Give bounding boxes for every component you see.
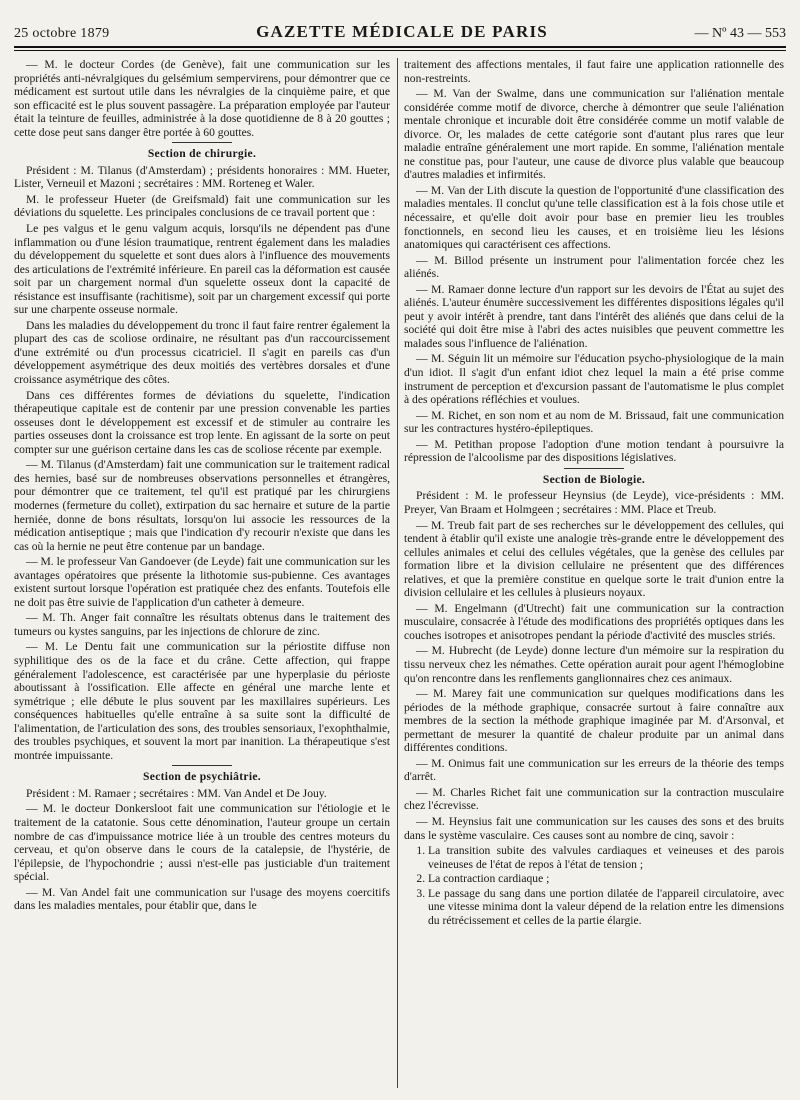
header-rule-thick (14, 46, 786, 48)
paragraph: M. le professeur Hueter (de Greifsmald) fait une communication sur les déviations du squelette. Les principales conclusions de ce travail portent que : (14, 192, 390, 220)
issue-date: 25 octobre 1879 (14, 26, 110, 41)
paragraph: — M. Treub fait part de ses recherches sur le développement des cellules, qui tendent à établir qu'il existe une analogie très-grande entre le développement des cellules animales et celui des cellules végétales, que la genèse des cellules par formation libre et la division cellulaire ne présentent que des différences relatives, et que la première constitue en quelque sorte le trait d'union entre la division cellulaire et les cellules à plusieurs noyaux. (404, 518, 784, 600)
paragraph: — M. Petithan propose l'adoption d'une motion tendant à poursuivre la répression de l'alcoolisme par des dispositions législatives. (404, 437, 784, 465)
issue-page-number: — Nº 43 — 553 (694, 26, 786, 41)
paragraph: — M. Van Andel fait une communication sur l'usage des moyens coercitifs dans les maladies mentales, pour établir que, dans le (14, 885, 390, 913)
paragraph: — M. Ramaer donne lecture d'un rapport sur les devoirs de l'État au sujet des aliénés. L'auteur énumère successivement les différentes dispositions légales qu'il peut y avoir intérêt à prendre, tant dans l'intérêt des aliénés que dans celui de la société qui doit être mise à l'abri des actes nuisibles que peuvent commettre les malades sous l'influence de l'aliénation. (404, 282, 784, 350)
causes-list (404, 844, 784, 927)
list-item: 2. La contraction cardiaque ; (428, 872, 784, 886)
section-divider (172, 142, 232, 143)
paragraph: Dans les maladies du développement du tronc il faut faire rentrer également la plupart des cas de scoliose ordinaire, ne résultant pas d'un raccourcissement d'une extrémité ou d'un processus cicatriciel. Il s'agit en pareils cas d'un développement asymétrique des deux moitiés des vertèbres dorsales et d'une croissance asymétrique des côtes. (14, 318, 390, 387)
section-divider (172, 765, 232, 766)
paragraph: — M. Heynsius fait une communication sur les causes des sons et des bruits dans le système vasculaire. Ces causes sont au nombre de cinq, savoir : (404, 814, 784, 842)
paragraph: — M. Tilanus (d'Amsterdam) fait une communication sur le traitement radical des hernies, basé sur de nombreuses observations personnelles et étrangères, pour démontrer que ce traitement, tel qu'il est pratiqué par les chirurgiens modernes (fermeture du collet), extirpation du sac hernaire et suture de la partie herniée, donne de bons résultats, lorsqu'on lui associe les ressources de la médication antiseptique ; mais que l'indication d'y recourir n'existe que dans les cas où la hernie ne peut être contenue par un bandage. (14, 458, 390, 553)
paragraph: Président : M. le professeur Heynsius (de Leyde), vice-présidents : MM. Preyer, Van Braam et Holmgeen ; secrétaires : MM. Place et Treub. (404, 489, 784, 516)
paragraph: — M. le docteur Donkersloot fait une communication sur l'étiologie et le traitement de la catatonie. Sous cette dénomination, l'auteur groupe un certain nombre de cas d'impuissance motrice liée à un trouble des centres moteurs du cerveau, et qu'on observe dans le cours de la catalepsie, de l'hystérie, de l'épilepsie, de l'hypochondrie ; aussi n'est-elle pas justiciable d'un traitement spécial. (14, 802, 390, 884)
paragraph: Président : M. Ramaer ; secrétaires : MM. Van Andel et De Jouy. (26, 786, 327, 800)
section-heading-biologie: Section de Biologie. (542, 472, 646, 486)
paragraph: — M. Van der Lith discute la question de l'opportunité d'une classification des maladies mentales. Il conclut qu'une telle classification est à la fois chose utile et nécessaire, et qu'elle doit avoir pour base en premier lieu les troubles fonctionnels, en second lieu les causes, et en troisième lieu les lésions anatomiques qui caractérisent ces affections. (404, 183, 784, 252)
paragraph: — M. Richet, en son nom et au nom de M. Brissaud, fait une communication sur les contractures hystéro-épileptiques. (404, 408, 784, 436)
paragraph: Le pes valgus et le genu valgum acquis, lorsqu'ils ne dépendent pas d'une inflammation ou d'une lésion traumatique, rentrent également dans les maladies du développement du squelette et sont dues alors à l'influence des mouvements des articulations de l'extrémité inférieure. En pareil cas la déformation est causée soit par un chargement normal d'un squelette osseux dont la capacité de résistance est insuffisante (rachitisme), soit par un chargement excessif qui porte sur une charpente osseuse normale. (14, 222, 390, 317)
header-rule-thin (14, 50, 786, 51)
section-heading-chirurgie: Section de chirurgie. (147, 147, 257, 161)
paragraph: — M. le docteur Cordes (de Genève), fait une communication sur les propriétés anti-névralgiques du gelsémium sempervirens, pour démontrer que ce médicament est surtout utile dans les névralgies de la cinquième paire, et que son efficacité est le plus souvent passagère. La préparation employée par l'auteur était la teinture de feuilles, administrée à la dose quotidienne de 8 à 20 gouttes ; cette dose peut sans danger être portée à 60 gouttes. (14, 58, 390, 139)
journal-title: GAZETTE MÉDICALE DE PARIS (256, 22, 548, 41)
paragraph: — M. Engelmann (d'Utrecht) fait une communication sur la contraction musculaire, consacrée à l'étude des modifications des propriétés optiques dans les couches isotropes et anisotropes pendant la période d'activité des muscles striés. (404, 601, 784, 642)
paragraph: — M. Charles Richet fait une communication sur la contraction musculaire chez l'écrevisse. (404, 785, 784, 813)
paragraph: — M. Van der Swalme, dans une communication sur l'aliénation mentale considérée comme motif de divorce, cherche à démontrer que seule l'aliénation mentale chronique et incurable doit être considérée comme un motif valable de divorce. Or, les malades de cette catégorie sont d'autant plus rares que leur maladie entraîne généralement une mort rapide. En somme, l'aliénation mentale ne constitue pas, pour l'auteur, une cause de divorce plus valable que beaucoup d'autres maladies et infirmités. (404, 87, 784, 182)
paragraph: Président : M. Tilanus (d'Amsterdam) ; présidents honoraires : MM. Hueter, Lister, Verneuil et Mazoni ; secrétaires : MM. Rorteneg et Waler. (14, 163, 390, 191)
list-item: 1. La transition subite des valvules cardiaques et veineuses et des parois veineuses de l'état de repos à l'état de tension ; (428, 844, 784, 871)
section-heading-psychiatrie: Section de psychiâtrie. (143, 770, 261, 784)
paragraph: — M. Th. Anger fait connaître les résultats obtenus dans le traitement des tumeurs ou kystes sanguins, par les injections de chlorure de zinc. (14, 611, 390, 638)
column-divider (397, 58, 398, 1088)
paragraph: traitement des affections mentales, il faut faire une application rationnelle des non-restreints. (404, 58, 784, 85)
paragraph: — M. Marey fait une communication sur quelques modifications dans les périodes de la méthode graphique, consacrée surtout à faire connaître aux membres de la section la méthode graphique imaginée par M. d'Arsonval, et permettant de mesurer la quantité de chaleur produite par un animal dans différentes conditions. (404, 687, 784, 755)
left-column (14, 58, 390, 1088)
paragraph: — M. Onimus fait une communication sur les erreurs de la théorie des temps d'arrêt. (404, 756, 784, 784)
list-item: 3. Le passage du sang dans une portion dilatée de l'appareil circulatoire, avec une vitesse minima dont la valeur dépend de la relation entre les dimensions du rétrécissement et celles de la partie élargie. (428, 887, 784, 928)
paragraph: Dans ces différentes formes de déviations du squelette, l'indication thérapeutique capitale est de contenir par une pression convenable les parties osseuses dont le développement est excessif et de stimuler au contraire les parties osseuses dont la croissance est trop lente. En agissant de la sorte on peut compter sur une guérison certaine dans les cas de scoliose récente par exemple. (14, 388, 390, 456)
paragraph: — M. Billod présente un instrument pour l'alimentation forcée chez les aliénés. (404, 253, 784, 281)
paragraph: — M. Hubrecht (de Leyde) donne lecture d'un mémoire sur la respiration du tissu nerveux chez les némathes. Cette opération aurait pour agent l'hémoglobine qu'on rencontre dans les renflements ganglionnaires chez ces animaux. (404, 644, 784, 685)
section-divider (564, 468, 624, 469)
page-header (14, 16, 786, 42)
paragraph: — M. Le Dentu fait une communication sur la périostite diffuse non syphilitique des os de la face et du crâne. Cette affection, qui frappe généralement l'adolescence, est caractérisée par une hyperplasie du périoste aboutissant à l'ossification. Elle affecte en général une marche lente et symétrique ; elle débute le plus souvent par les maxillaires supérieurs. Les conséquences habituelles qu'elle entraîne à sa suite sont la difficulté de l'alimentation, de l'articulation des sons, des troubles sensoriaux, l'exophthalmie, des troubles psychiques, et souvent la mort par inanition. La thérapeutique s'est montrée impuissante. (14, 640, 390, 762)
paragraph: — M. Séguin lit un mémoire sur l'éducation psycho-physiologique de la main d'un idiot. Il s'agit d'un enfant idiot chez lequel la main a été prise comme instrument de perception et d'excursion passant de l'automatisme le plus complet à des opérations réfléchies et voulues. (404, 352, 784, 407)
paragraph: — M. le professeur Van Gandoever (de Leyde) fait une communication sur les avantages opératoires que présente la lithotomie sus-pubienne. Ces avantages existent surtout lorsque l'opération est pratiquée chez des enfants. Toutefois elle ne doit pas être suivie de l'application d'un catheter à demeure. (14, 555, 390, 609)
right-column (404, 58, 784, 1088)
